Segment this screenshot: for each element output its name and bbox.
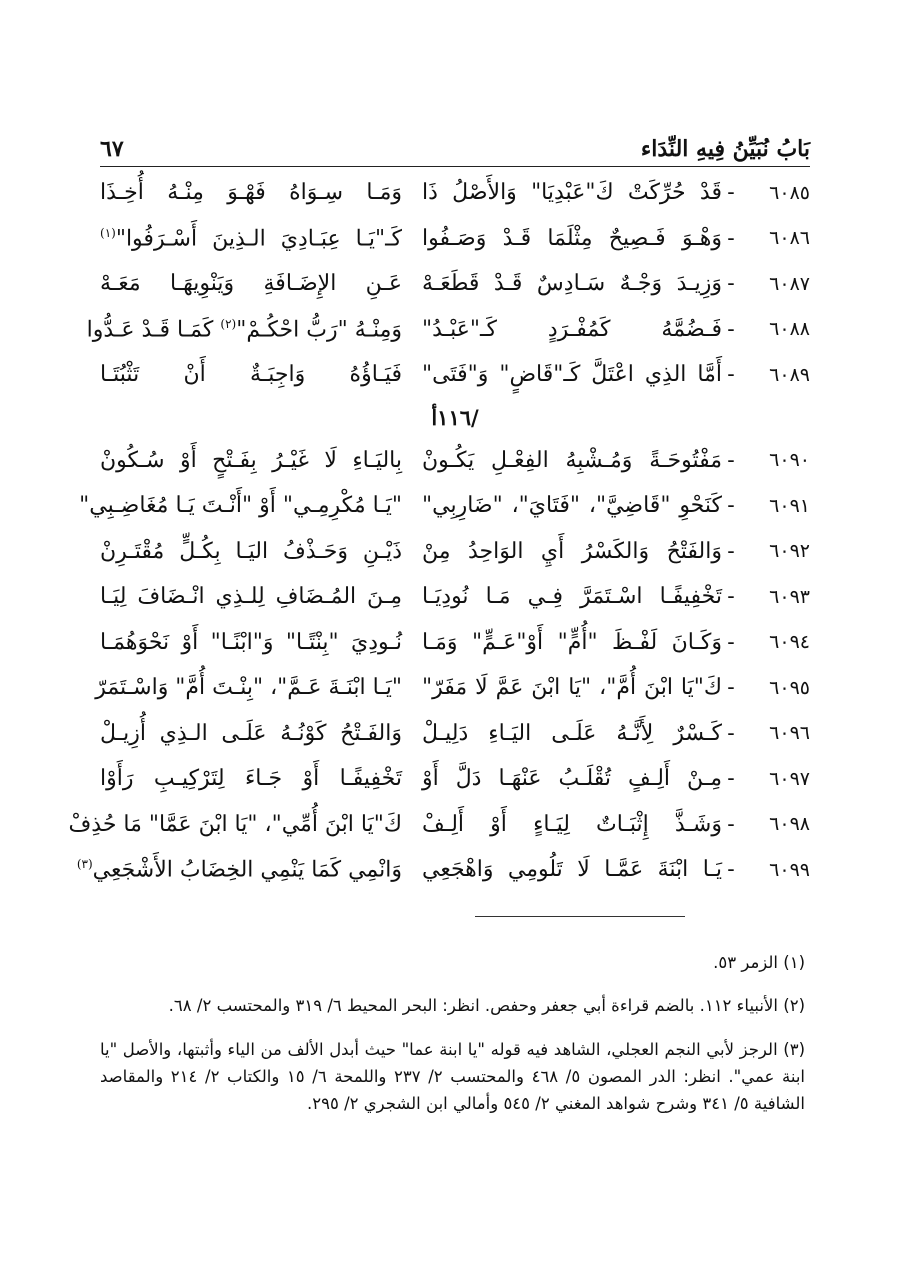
verse-number: ٦٠٨٩ [769,363,810,386]
verse-number: ٦٠٩٦ [769,722,810,745]
second-hemistich [100,448,402,473]
verse-dash: - [727,538,735,564]
verse-line [100,352,810,398]
verse-line [100,170,810,216]
verse-group-bottom [68,438,810,893]
verse-dash: - [727,811,735,837]
second-hemistich [68,811,402,837]
verse-number: ٦٠٩٨ [769,813,810,836]
verse-block [68,170,810,893]
first-hemistich: وَزِيـدَ وَجْـهٌ سَـادِسٌ قَـدْ قَطَعَـهْ [422,271,722,297]
first-hemistich: كَنَحْوِ "قَاضِيَّ"، "فَتَايَ"، "ضَارِبِي" [422,493,722,519]
hemistich-text: وَانْمِي كَمَا يَنْمِي الخِضَابُ الأَشْجَعِي [92,857,402,883]
verse-line [100,216,810,262]
verse-number: ٦٠٩٣ [769,585,810,608]
verse-dash: - [727,584,735,610]
verse-dash: - [727,271,735,297]
verse-number: ٦٠٨٧ [769,272,810,295]
verse-line [100,574,810,620]
hemistich-text: فَيَـاؤُهُ وَاجِبَـةٌ أَنْ تَثْبُتَـا [100,362,402,388]
first-hemistich: كَـسْرٌ لِأَنَّـهُ عَلَـى اليَـاءِ دَلِيـلْ [422,720,722,746]
verse-line [86,307,810,353]
hemistich-text: مِـنَ المُـضَافِ لِلـذِي انْـضَافَ لِيَـا [100,584,402,610]
second-hemistich [100,180,402,205]
verse-number: ٦٠٩٤ [769,631,810,654]
verse-dash: - [727,720,735,746]
verse-line [76,847,810,893]
verse-line [79,483,810,529]
second-hemistich [86,316,402,342]
first-hemistich: وَكَـانَ لَفْـظَ "أُمٍّ" أَوْ"عَـمٍّ" وَمَـا [422,629,722,655]
second-hemistich [100,584,402,609]
page-header [100,118,810,167]
footnote: (٣) الرجز لأبي النجم العجلي، الشاهد فيه قوله "يا ابنة عما" حيث أبدل الألف من الياء وأثبتها، والأصل "يا ابنة عمي". انظر: الدر المصون ٥/ ٤٦٨ والمحتسب ٢/ ٢٣٧ واللمحة ٦/ ١٥ والكتاب ٢/ ٢١٤ والمقاصد الشافية ٥/ ٣٤١ وشرح شواهد المغني ٢/ ٥٤٥ وأمالي ابن الشجري ٢/ ٢٩٥. [100,1039,805,1113]
first-hemistich: مَفْتُوحَـةً وَمُـشْبِهُ الفِعْـلِ يَكُـونْ [422,447,722,473]
verse-dash: - [727,225,735,251]
second-hemistich [79,493,402,519]
second-hemistich [100,766,402,791]
first-hemistich: وَشَـذَّ إِثْبَـاتٌ لِيَـاءٍ أَوْ أَلِـفْ [422,811,722,837]
hemistich-text: وَمَـا سِـوَاهُ فَهْـوَ مِنْـهُ أُخِـذَا [100,180,402,206]
first-hemistich: قَدْ حُرِّكَتْ كَ"عَبْدِيَا" وَالأَصْلُ ذَا [422,180,722,206]
second-hemistich [100,721,402,746]
hemistich-text: نُـودِيَ "بِنْتًـا" وَ"ابْنًـا" أَوْ نَحْوَهُمَـا [100,629,402,655]
first-hemistich: تَخْفِيفًـا اسْـتَمَرَّ فِـي مَـا نُودِيَـا [422,584,722,610]
hemistich-text: بِاليَـاءِ لَا غَيْـرُ بِفَـتْحٍ أَوْ سُـكُونْ [100,447,402,473]
hemistich-text-continuation: كَمَـا قَـدْ عَـدُّوا [86,316,214,342]
verse-number: ٦٠٩٠ [769,449,810,472]
verse-number: ٦٠٩٧ [769,767,810,790]
first-hemistich: يَـا ابْنَةَ عَمَّـا لَا تَلُومِي وَاهْجَعِي [422,857,722,883]
verse-dash: - [727,180,735,206]
verse-number: ٦٠٨٦ [769,227,810,250]
hemistich-text: ذَيْـنِ وَحَـذْفُ اليَـا بِكُـلٍّ مُقْتَـرِنْ [100,538,402,564]
verse-dash: - [727,857,735,883]
second-hemistich [100,630,402,655]
verse-line [100,711,810,757]
second-hemistich [76,857,402,883]
hemistich-text: وَمِنْـهُ "رَبُّ احْكُـمْ" [236,316,402,342]
second-hemistich [100,539,402,564]
verse-line [100,261,810,307]
verse-line [100,529,810,575]
first-hemistich: وَالفَتْحُ وَالكَسْرُ أَيِ الوَاحِدُ مِنْ [422,538,722,564]
footnote: (١) الزمر ٥٣. [713,952,805,972]
second-hemistich [95,675,402,701]
footnote-reference: (٢) [220,316,237,331]
first-hemistich: فَـضُمَّهُ كَمُفْـرَدٍ كَـ"عَبْـدُ" [422,316,722,342]
running-title: بَابُ نُبَيِّنُ فِيهِ النِّدَاء [640,136,810,162]
footnote-separator [475,916,685,917]
second-hemistich [100,226,402,251]
hemistich-text: عَـنِ الإِضَـافَةِ وَيَنْوِيهَـا مَعَـهْ [100,271,402,297]
verse-line [100,756,810,802]
first-hemistich: أَمَّا الذِي اعْتَلَّ كَـ"قَاضٍ" وَ"فَتَى" [422,362,722,388]
footnote-reference: (٣) [76,857,93,872]
verse-number: ٦٠٩٢ [769,540,810,563]
verse-group-top [86,170,810,398]
footnote-reference: (١) [100,225,116,240]
hemistich-text: وَالفَـتْحُ كَوْنُـهُ عَلَـى الـذِي أُزِيـلْ [100,720,402,746]
hemistich-text: "يَـا مُكْرِمِـي" أَوْ "أَنْـتَ يَـا مُغَاضِـبِي" [79,493,402,519]
verse-line [95,665,810,711]
verse-line [100,620,810,666]
footnotes [100,932,805,1125]
verse-dash: - [727,629,735,655]
hemistich-text: "يَـا ابْنَـةَ عَـمَّ"، "بِنْـتَ أُمَّ" وَاسْـتَمَرّ [95,675,402,701]
first-hemistich: مِـنْ أَلِـفٍ تُقْلَـبُ عَنْهَـا دَلَّ أَوْ [422,766,722,792]
verse-line [68,802,810,848]
hemistich-text: تَخْفِيفًـا أَوْ جَـاءَ لِتَرْكِيـبِ رَأَوْا [100,766,402,792]
verse-dash: - [727,766,735,792]
verse-dash: - [727,493,735,519]
hemistich-text: كَ"يَا ابْنَ أُمِّي"، "يَا ابْنَ عَمَّا" مَا حُذِفْ [68,811,402,837]
verse-number: ٦٠٩٩ [769,858,810,881]
second-hemistich [100,362,402,387]
first-hemistich: كَ"يَا ابْنَ أُمَّ"، "يَا ابْنَ عَمَّ لَا مَفَرّ" [422,675,722,701]
second-hemistich [100,271,402,296]
verse-number: ٦٠٨٨ [769,318,810,341]
verse-dash: - [727,316,735,342]
verse-dash: - [727,362,735,388]
verse-dash: - [727,447,735,473]
page-number: ٦٧ [100,136,124,162]
folio-marker: /١١٦أ [431,405,479,430]
first-hemistich: وَهْـوَ فَـصِيحٌ مِثْلَمَا قَـدْ وَصَـفُوا [422,225,722,251]
hemistich-text: كَـ"يَـا عِبَـادِيَ الـذِينَ أَسْـرَفُوا" [115,225,402,251]
verse-number: ٦٠٩٥ [769,676,810,699]
verse-line [100,438,810,484]
verse-dash: - [727,675,735,701]
verse-number: ٦٠٨٥ [769,181,810,204]
footnote: (٢) الأنبياء ١١٢. بالضم قراءة أبي جعفر وحفص. انظر: البحر المحيط ٦/ ٣١٩ والمحتسب ٢/ ٦٨. [168,996,805,1015]
verse-number: ٦٠٩١ [769,494,810,517]
